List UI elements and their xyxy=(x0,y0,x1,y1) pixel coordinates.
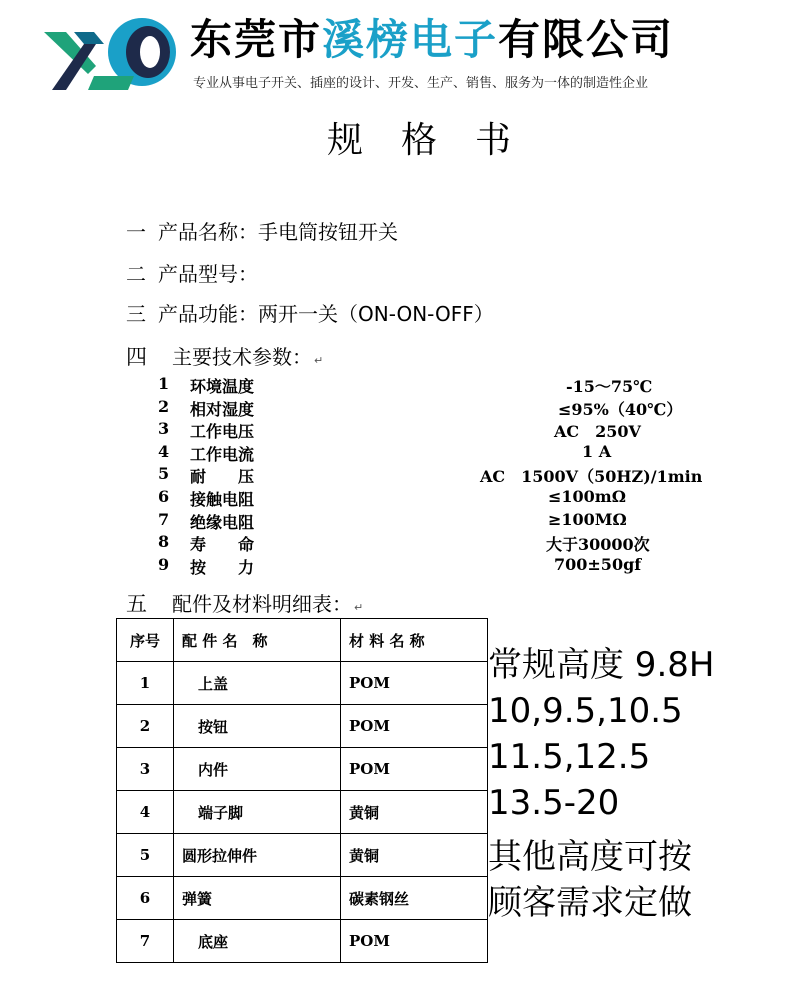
section-number: 五 xyxy=(126,592,147,616)
table-row xyxy=(117,662,488,705)
parameter-value: 700±50gf xyxy=(554,554,642,574)
row-part-name: 弹簧 xyxy=(174,877,341,920)
parameter-value: ≥100MΩ xyxy=(548,509,627,529)
row-index: 6 xyxy=(117,877,174,920)
company-name-highlight: 溪榜电子 xyxy=(322,15,499,64)
parameter-label: 接触电阻 xyxy=(190,489,255,509)
parameter-label: 按 力 xyxy=(190,557,255,577)
section-text: 主要技术参数： xyxy=(172,345,312,369)
parameter-number: 3 xyxy=(158,419,170,439)
row-material: POM xyxy=(341,662,488,705)
parameter-number: 8 xyxy=(158,532,170,552)
table-header-row xyxy=(117,619,488,662)
parameter-number: 9 xyxy=(158,554,170,574)
table-row xyxy=(117,791,488,834)
row-index: 2 xyxy=(117,705,174,748)
section-parts-materials: 五 配件及材料明细表： ↵ xyxy=(126,588,363,618)
parameter-label: 工作电压 xyxy=(190,422,255,442)
parameter-value: ≤95%（40℃） xyxy=(558,399,683,419)
row-part-name: 圆形拉伸件 xyxy=(174,834,341,877)
column-header-material: 材 料 名 称 xyxy=(341,619,488,662)
section-number: 一 xyxy=(126,220,146,244)
row-part-name: 上盖 xyxy=(174,662,341,705)
row-material: 黄铜 xyxy=(341,834,488,877)
parameter-label: 环境温度 xyxy=(190,377,255,396)
parameter-label: 工作电流 xyxy=(190,444,255,464)
parameter-value: AC 1500V（50HZ)/1min xyxy=(480,467,703,487)
parameter-value: 大于30000次 xyxy=(546,535,650,555)
note-line: 常规高度 9.8H xyxy=(488,645,715,685)
parameter-number: 2 xyxy=(158,396,170,416)
parameter-row xyxy=(158,510,718,533)
parameter-number: 4 xyxy=(158,441,170,461)
parameter-label: 寿 命 xyxy=(190,535,255,555)
parameters-list xyxy=(158,374,718,577)
note-line: 10,9.5,10.5 xyxy=(488,691,683,731)
row-index: 4 xyxy=(117,791,174,834)
table-row xyxy=(117,834,488,877)
parameter-value: AC 250V xyxy=(554,422,641,442)
column-header-part-name: 配 件 名 称 xyxy=(174,619,341,662)
parameter-number: 7 xyxy=(158,509,170,529)
section-product-name xyxy=(126,216,398,245)
note-line: 13.5-20 xyxy=(488,783,620,823)
section-text: 配件及材料明细表： xyxy=(172,592,352,616)
parameter-row xyxy=(158,487,718,510)
section-text: 产品名称：手电筒按钮开关 xyxy=(158,220,398,244)
row-index: 3 xyxy=(117,748,174,791)
document-title: 规格书 xyxy=(326,120,549,161)
parameter-row xyxy=(158,442,718,465)
section-technical-parameters: 四 主要技术参数： ↵ xyxy=(126,341,323,371)
parameter-row xyxy=(158,374,718,397)
row-material: POM xyxy=(341,748,488,791)
parameter-number: 6 xyxy=(158,486,170,506)
company-logo xyxy=(44,14,180,92)
section-text: 产品型号： xyxy=(158,262,258,286)
note-line: 其他高度可按 xyxy=(488,837,692,877)
parameter-number: 1 xyxy=(158,374,170,393)
parameter-row xyxy=(158,555,718,578)
column-header-index: 序号 xyxy=(117,619,174,662)
section-number: 三 xyxy=(126,302,146,326)
company-name xyxy=(190,14,674,66)
note-line: 顾客需求定做 xyxy=(488,883,692,923)
section-number: 二 xyxy=(126,262,146,286)
note-line: 11.5,12.5 xyxy=(488,737,651,777)
section-product-function xyxy=(126,298,494,327)
row-part-name: 底座 xyxy=(174,920,341,963)
section-number: 四 xyxy=(126,345,147,369)
row-part-name: 内件 xyxy=(174,748,341,791)
table-row xyxy=(117,748,488,791)
section-product-model xyxy=(126,258,258,287)
materials-table xyxy=(116,618,488,963)
row-index: 7 xyxy=(117,920,174,963)
row-part-name: 端子脚 xyxy=(174,791,341,834)
row-index: 5 xyxy=(117,834,174,877)
company-name-suffix: 有限公司 xyxy=(498,15,675,64)
row-material: POM xyxy=(341,920,488,963)
height-notes xyxy=(488,642,714,926)
parameter-value: ≤100mΩ xyxy=(548,486,626,506)
parameter-label: 绝缘电阻 xyxy=(190,512,255,532)
parameter-row xyxy=(158,419,718,442)
parameter-row xyxy=(158,464,718,487)
row-index: 1 xyxy=(117,662,174,705)
parameter-row xyxy=(158,532,718,555)
company-name-prefix: 东莞市 xyxy=(190,15,323,64)
table-row xyxy=(117,705,488,748)
section-text: 产品功能：两开一关（ON-ON-OFF） xyxy=(158,302,494,326)
company-tagline: 专业从事电子开关、插座的设计、开发、生产、销售、服务为一体的制造性企业 xyxy=(193,76,649,91)
parameter-label: 耐 压 xyxy=(190,467,255,487)
parameter-number: 5 xyxy=(158,464,170,484)
table-row xyxy=(117,920,488,963)
parameter-value: 1 A xyxy=(582,441,612,461)
parameter-value: -15～75℃ xyxy=(566,377,653,396)
table-row xyxy=(117,877,488,920)
parameter-row xyxy=(158,397,718,420)
row-part-name: 按钮 xyxy=(174,705,341,748)
parameter-label: 相对湿度 xyxy=(190,399,255,419)
row-material: 黄铜 xyxy=(341,791,488,834)
row-material: POM xyxy=(341,705,488,748)
row-material: 碳素钢丝 xyxy=(341,877,488,920)
